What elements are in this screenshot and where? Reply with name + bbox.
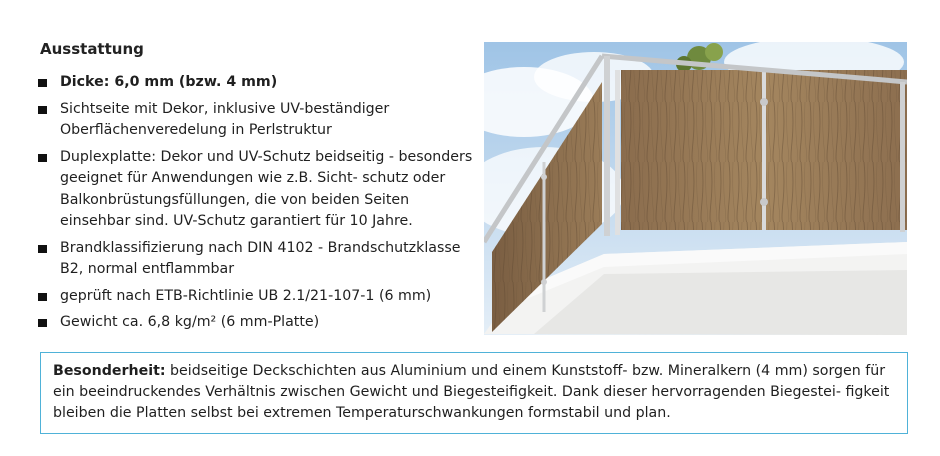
square-bullet-icon <box>38 79 47 87</box>
feature-item-etb-test <box>38 286 478 308</box>
feature-item-duplex <box>38 147 478 233</box>
feature-text: Duplexplatte: Dekor und UV-Schutz beidseitig - besonders geeignet für Anwendungen wie z.B. Sicht- schutz oder Balkonbrüstungsfüllungen, die von beiden Seiten einsehbar sind. UV-Schutz garantiert für 10 Jahre. <box>60 148 473 229</box>
square-bullet-icon <box>38 154 47 162</box>
feature-text: Sichtseite mit Dekor, inklusive UV-beständiger Oberflächenveredelung in Perlstruktur <box>60 100 390 138</box>
feature-text: Brandklassifizierung nach DIN 4102 - Brandschutzklasse B2, normal entflammbar <box>60 239 461 277</box>
feature-list <box>38 72 478 339</box>
square-bullet-icon <box>38 245 47 253</box>
note-text: beidseitige Deckschichten aus Aluminium und einem Kunststoff- bzw. Mineralkern (4 mm) sorgen für ein beeindruckendes Verhältnis zwischen Gewicht und Biegesteifigkeit. Dank dieser hervorragenden Biegestei- figkeit bleiben die Platten selbst bei extremen Temperaturschwankungen formstabil und plan. <box>53 363 890 421</box>
feature-item-weight <box>38 312 478 334</box>
note-label: Besonderheit: <box>53 363 166 379</box>
feature-item-surface <box>38 99 478 142</box>
square-bullet-icon <box>38 293 47 301</box>
square-bullet-icon <box>38 106 47 114</box>
special-feature-box <box>40 352 908 434</box>
balcony-photo <box>484 42 907 335</box>
square-bullet-icon <box>38 319 47 327</box>
feature-text: Dicke: 6,0 mm (bzw. 4 mm) <box>60 74 278 90</box>
feature-text: Gewicht ca. 6,8 kg/m² (6 mm-Platte) <box>60 314 320 330</box>
feature-item-thickness <box>38 72 478 94</box>
feature-text: geprüft nach ETB-Richtlinie UB 2.1/21-107-1 (6 mm) <box>60 287 432 304</box>
section-heading: Ausstattung <box>40 40 144 58</box>
feature-item-fire-class <box>38 238 478 281</box>
